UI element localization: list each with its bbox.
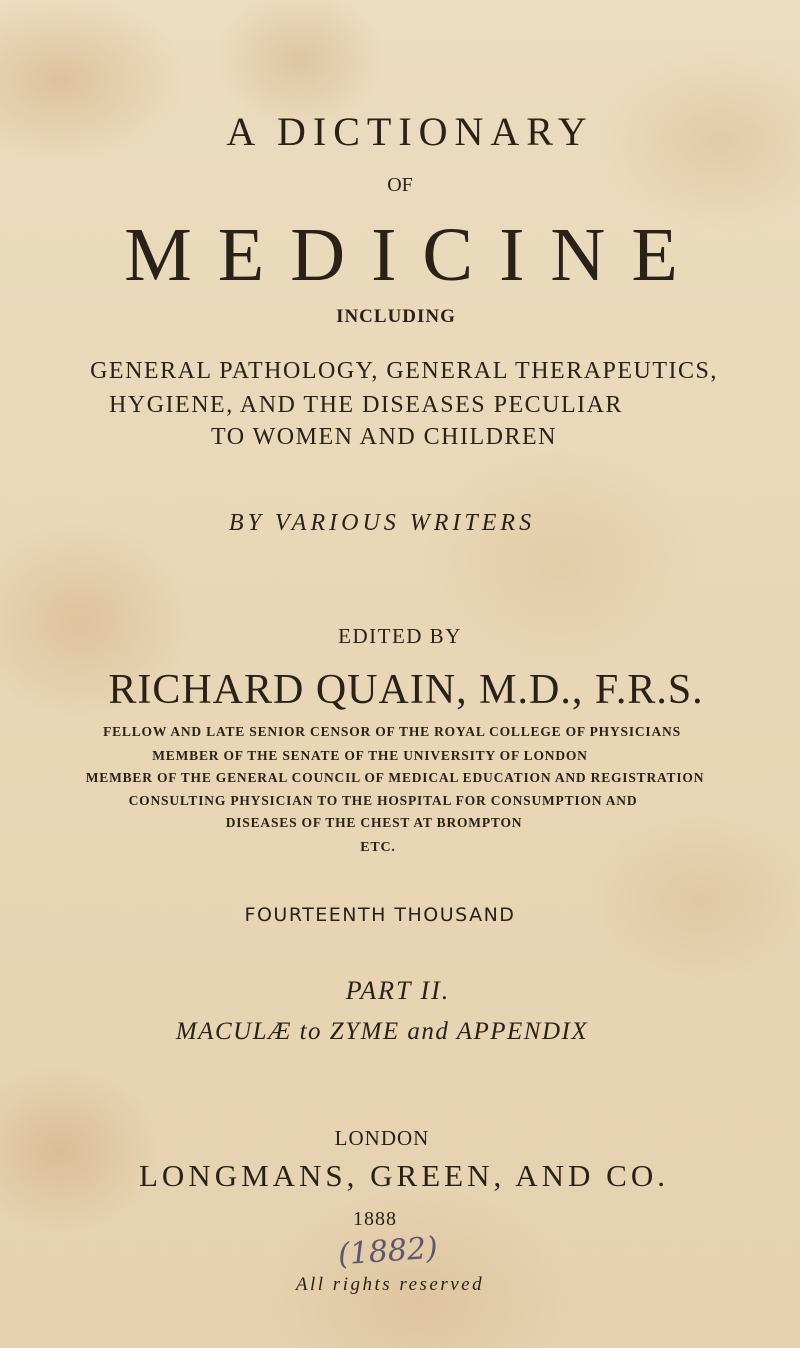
imprint-publisher: LONGMANS, GREEN, AND CO.	[138, 1158, 669, 1193]
handwritten-note	[0, 1230, 788, 1273]
editor-credential-5: DISEASES OF THE CHEST AT BROMPTON	[225, 815, 523, 830]
edited-by-label: EDITED BY	[338, 624, 462, 648]
editor-credential-1: FELLOW AND LATE SENIOR CENSOR OF THE ROYAL COLLEGE OF PHYSICIANS	[103, 724, 681, 739]
editor-name: RICHARD QUAIN, M.D., F.R.S.	[108, 667, 704, 713]
edition-line: FOURTEENTH THOUSAND	[244, 904, 516, 926]
editor-credential-etc: ETC.	[360, 840, 396, 855]
editor-credential-4: CONSULTING PHYSICIAN TO THE HOSPITAL FOR CONSUMPTION AND	[128, 793, 638, 808]
rights-statement: All rights reserved	[295, 1274, 485, 1295]
handwritten-note-text: (1882)	[337, 1230, 439, 1273]
editor-credential-2: MEMBER OF THE SENATE OF THE UNIVERSITY OF LONDON	[152, 748, 588, 763]
subtitle-line-3: TO WOMEN AND CHILDREN	[211, 424, 557, 450]
editor-credential-3: MEMBER OF THE GENERAL COUNCIL OF MEDICAL EDUCATION AND REGISTRATION	[85, 770, 705, 785]
part-number: PART II.	[345, 976, 451, 1005]
volume-range: MACULÆ to ZYME and APPENDIX	[175, 1018, 589, 1045]
authorship-line: BY VARIOUS WRITERS	[228, 510, 536, 536]
title-line-of: OF	[387, 174, 413, 196]
title-line-medicine: MEDICINE	[124, 213, 704, 297]
imprint-year: 1888	[353, 1208, 397, 1230]
subtitle-line-2: HYGIENE, AND THE DISEASES PECULIAR	[109, 392, 623, 418]
title-line-dictionary: A DICTIONARY	[226, 109, 594, 154]
subtitle-line-1: GENERAL PATHOLOGY, GENERAL THERAPEUTICS,	[90, 358, 718, 384]
imprint-city: LONDON	[334, 1126, 430, 1150]
including-label: INCLUDING	[336, 306, 456, 327]
